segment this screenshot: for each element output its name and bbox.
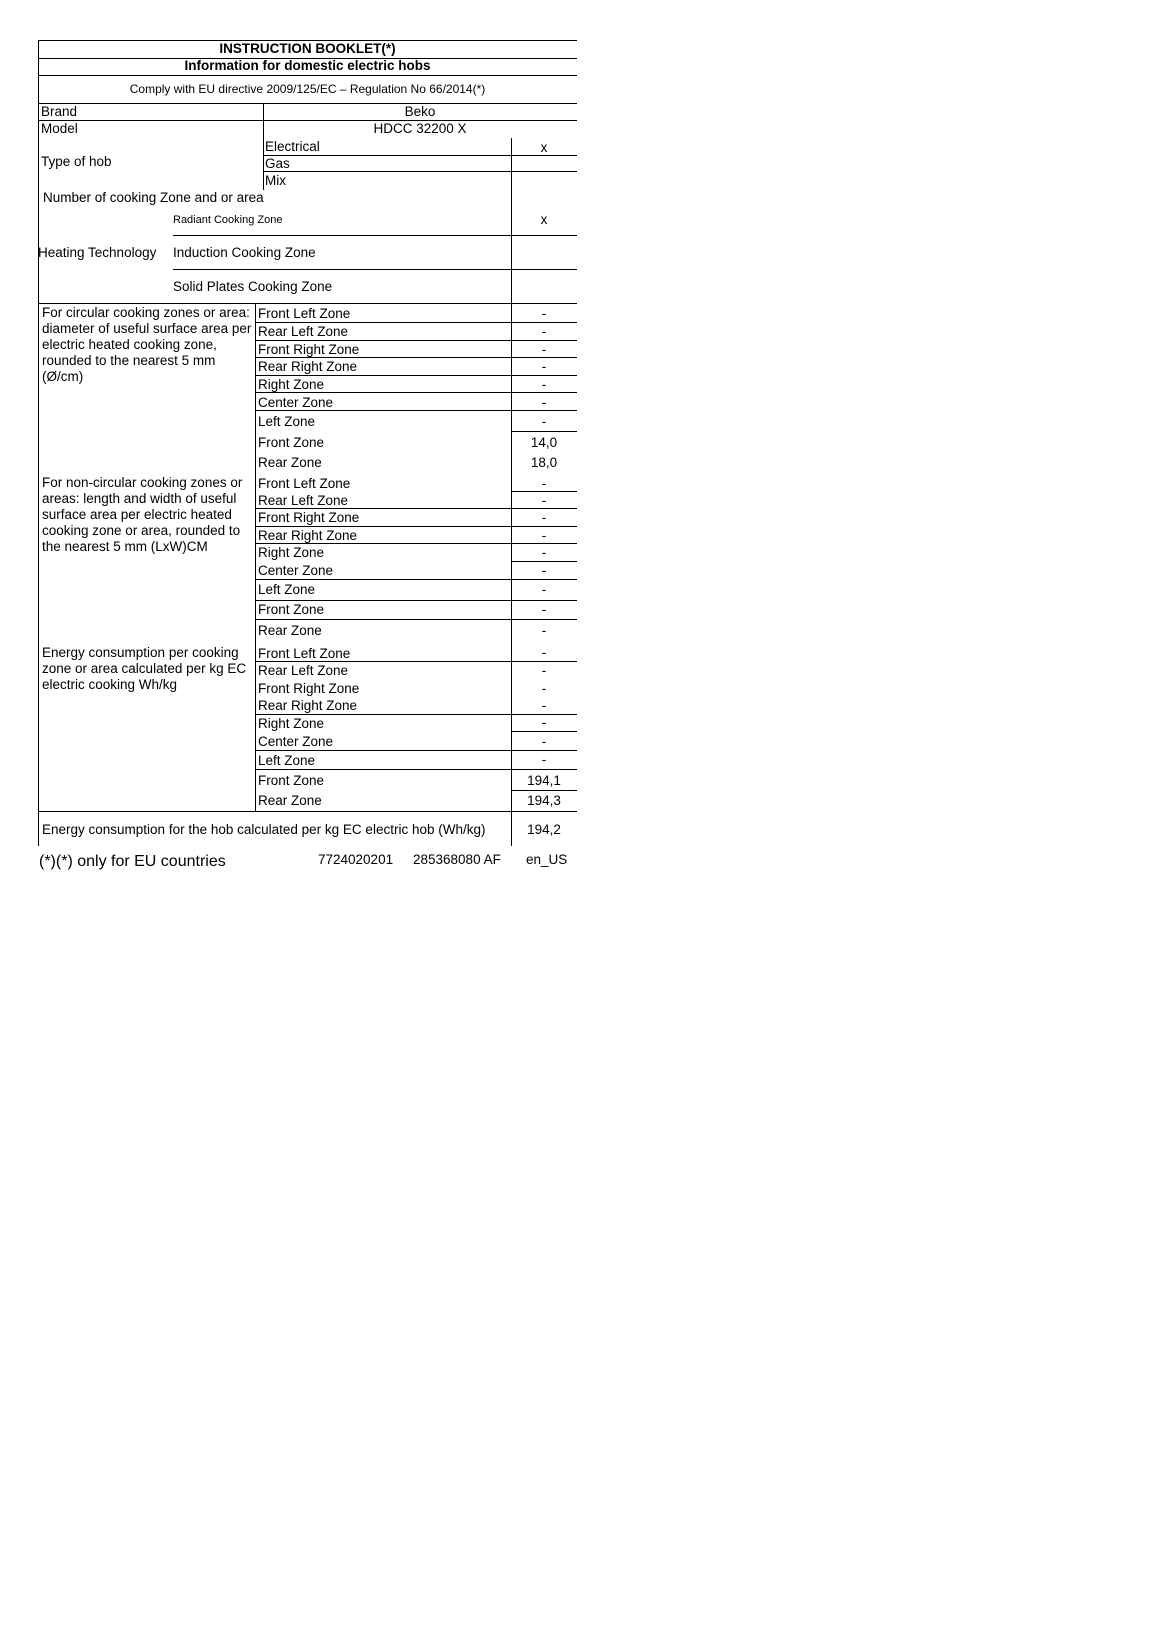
noncircular-value: - xyxy=(541,563,547,578)
energy-zone-name: Rear Left Zone xyxy=(258,663,349,678)
circular-value: 14,0 xyxy=(530,435,558,450)
noncircular-value: - xyxy=(541,602,547,617)
noncircular-zone: Front Left Zone xyxy=(258,476,351,491)
heating-technology-label: Heating Technology xyxy=(38,245,157,260)
footer-note: (*)(*) only for EU countries xyxy=(39,853,226,870)
noncircular-zone: Right Zone xyxy=(258,545,325,560)
energy-zone-name: Left Zone xyxy=(258,753,316,768)
energy-zone-value: - xyxy=(541,715,547,730)
energy-zone-name: Front Zone xyxy=(258,773,325,788)
noncircular-value: - xyxy=(541,545,547,560)
energy-zone-value: - xyxy=(541,681,547,696)
heating-radiant: Radiant Cooking Zone xyxy=(173,214,283,226)
circular-zone: Center Zone xyxy=(258,395,334,410)
noncircular-zone: Rear Right Zone xyxy=(258,528,358,543)
heating-radiant-mark: x xyxy=(540,212,548,227)
footer-code-2: 285368080 AF xyxy=(413,852,501,867)
energy-zone-name: Front Left Zone xyxy=(258,646,351,661)
energy-zone-value: - xyxy=(541,645,547,660)
heating-solid-plates: Solid Plates Cooking Zone xyxy=(173,279,333,294)
brand-value: Beko xyxy=(404,104,436,119)
noncircular-value: - xyxy=(541,582,547,597)
circular-zone: Right Zone xyxy=(258,377,325,392)
energy-zone-name: Center Zone xyxy=(258,734,334,749)
circular-zone: Rear Left Zone xyxy=(258,324,349,339)
noncircular-value: - xyxy=(541,493,547,508)
directive-text: Comply with EU directive 2009/125/EC – Regulation No 66/2014(*) xyxy=(129,82,486,96)
energy-zone-label: Energy consumption per cooking zone or area calculated per kg EC electric cooking Wh/kg xyxy=(42,645,247,692)
noncircular-label: For non-circular cooking zones or areas: length and width of useful surface area per electric heated cooking zone or area, rounded to the nearest 5 mm (LxW)CM xyxy=(42,475,243,554)
circular-value: - xyxy=(541,324,547,339)
energy-zone-value: - xyxy=(541,734,547,749)
hob-type-electrical: Electrical xyxy=(265,139,320,154)
circular-zone: Rear Zone xyxy=(258,455,322,470)
noncircular-value: - xyxy=(541,510,547,525)
energy-zone-name: Rear Right Zone xyxy=(258,698,358,713)
footer-code-1: 7724020201 xyxy=(318,852,394,867)
energy-zone-value: - xyxy=(541,663,547,678)
circular-value: - xyxy=(541,395,547,410)
hob-type-electrical-mark: x xyxy=(540,140,548,155)
energy-zone-name: Rear Zone xyxy=(258,793,322,808)
heating-induction: Induction Cooking Zone xyxy=(173,245,316,260)
circular-zone: Front Right Zone xyxy=(258,342,360,357)
circular-zone: Front Zone xyxy=(258,435,325,450)
energy-zone-value: - xyxy=(541,698,547,713)
circular-zone: Front Left Zone xyxy=(258,306,351,321)
zones-count-label: Number of cooking Zone and or area xyxy=(43,190,264,205)
footer-locale: en_US xyxy=(526,852,568,867)
model-value: HDCC 32200 X xyxy=(373,121,467,136)
sheet-subtitle: Information for domestic electric hobs xyxy=(184,58,431,73)
circular-zone: Rear Right Zone xyxy=(258,359,358,374)
noncircular-zone: Front Zone xyxy=(258,602,325,617)
hob-type-gas: Gas xyxy=(265,156,290,171)
noncircular-zone: Rear Zone xyxy=(258,623,322,638)
noncircular-value: - xyxy=(541,623,547,638)
model-label: Model xyxy=(41,121,78,136)
circular-value: - xyxy=(541,306,547,321)
circular-value: - xyxy=(541,414,547,429)
noncircular-value: - xyxy=(541,528,547,543)
noncircular-zone: Center Zone xyxy=(258,563,334,578)
noncircular-zone: Front Right Zone xyxy=(258,510,360,525)
hob-type-label: Type of hob xyxy=(41,154,112,169)
energy-zone-name: Front Right Zone xyxy=(258,681,360,696)
energy-zone-value: - xyxy=(541,752,547,767)
circular-value: - xyxy=(541,359,547,374)
noncircular-zone: Left Zone xyxy=(258,582,316,597)
noncircular-zone: Rear Left Zone xyxy=(258,493,349,508)
hob-type-mix: Mix xyxy=(265,173,286,188)
energy-zone-value: 194,3 xyxy=(527,793,561,808)
energy-hob-label: Energy consumption for the hob calculated per kg EC electric hob (Wh/kg) xyxy=(42,822,486,837)
circular-label: For circular cooking zones or area: diameter of useful surface area per electric heated cooking zone, rounded to the nearest 5 mm (Ø/cm) xyxy=(42,305,252,384)
circular-zone: Left Zone xyxy=(258,414,316,429)
energy-zone-name: Right Zone xyxy=(258,716,325,731)
noncircular-value: - xyxy=(541,476,547,491)
circular-value: - xyxy=(541,342,547,357)
brand-label: Brand xyxy=(41,104,78,119)
energy-zone-value: 194,1 xyxy=(527,773,561,788)
circular-value: 18,0 xyxy=(530,455,558,470)
energy-hob-value: 194,2 xyxy=(527,822,561,837)
circular-value: - xyxy=(541,377,547,392)
sheet-title: INSTRUCTION BOOKLET(*) xyxy=(219,41,396,56)
